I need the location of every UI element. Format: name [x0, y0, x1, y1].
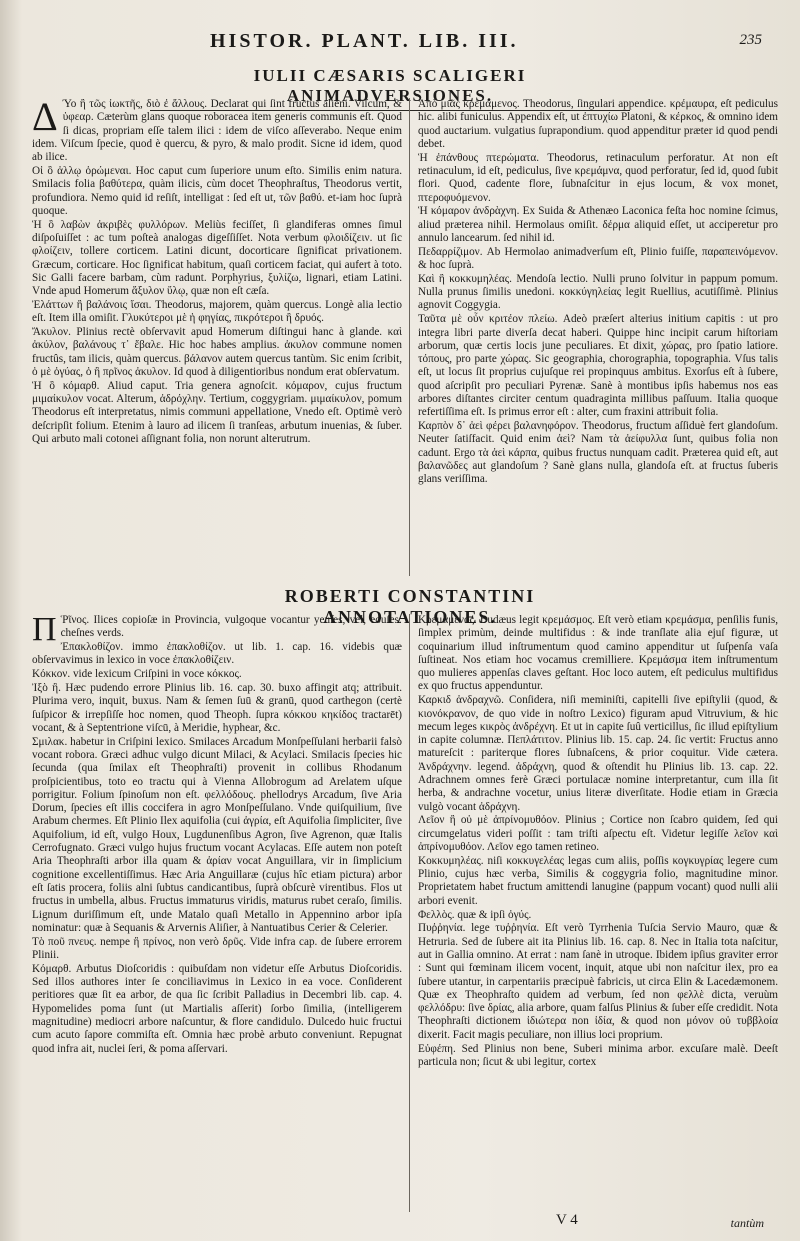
page-number: 235: [739, 32, 762, 48]
paragraph: Οἱ ὃ ἀλλῳ ὀρώμεναι. Hoc caput cum ſuperiore unum eſto. Similis enim natura. Smilacis folia βαθύτερα, quàm ilicis, cùm docet Theophraſtus, Theodorus vertit, profundiora. Nemo quid id reſiſt, intelligat : ſed eſt ut, τῶν βαθύ. et-iam hoc ſuprà quoque.: [32, 164, 402, 217]
paragraph: Σμιλακ. habetur in Criſpini lexico. Smilaces Arcadum Monſpeſſulani herbarii falsò vocant robora. Græci adhuc vulgo dicunt Milaci, & Acylaci. Smilacis ſpecies hic ſecunda (qua ſmilax eſt Theophraſti) provenit in collibus Rhodanum proſpicientibus, toto eo tractu qui à Vienna Allobrogum ad Arelatem uſque porrigitur. Folium ſpinoſum non eſt. φελλόδους. phellodrys Arcadum, ſive Aria Dorum, ſpecies eſt illis coccifera in agro Monſpeſſulano. Vnde quiſquilium, ſive Arabum chermes. Eſt Plinio Ilex aquifolia (cui ἀγρία, eſt Aquifolia ſimpliciter, ſive Aquifolium, id eſt, vulgo Houx, Lugdunenſibus Agron, ſive Agrenon, quæ Italis Cerrofugnato. Græci vulgo hujus fructum vocant Acylacas. Eſſe autem non poteſt Aria Theophraſti arbor illa quam & ἀρίαν vocat Anguillara, vir in ſimplicium cognitione excellentiſſimus. Hæc Aria Anguillaræ (cujus hîc etiam pictura) arbor eſt ſatis procera, foliis alni ſubtus candicantibus, ſuprà obſcurè virentibus. Flos ut fructus in umbella, albus. Fructus immaturus viridis, maturus rubet ceraſo, ſimilis. Lignum duriſſimum eſt, unde Matalo quaſi Metallo in Appennino arbor ipſa nominatur: quæ à Sequanis & Arvernis Aliſier, à Nantuatibus Cerier & Celerier.: [32, 735, 402, 934]
paragraph: Εὐφέπη. Sed Plinius non bene, Suberi minima arbor. excuſare malè. Deeſt particula non; ſicut & ubi legitur, cortex: [418, 1042, 778, 1068]
section-title-constantin: ROBERTI CONSTANTINI ANNOTATIONES.: [284, 586, 536, 627]
paragraph: Κρεμάμενος. Budæus legit κρεμάσμος. Eſt verò etiam κρεμάσμα, penſilis funis, ſimplex primùm, deinde multifidus : & inde tranſlate alia ejuſ figuræ, ut coquinarium illud inſtrumentum quod camino appenditur ut ſuſpenſa vaſa ſuſtineat. Nos etiam hoc vocamus cremilliere. Κρεμάσμα item inſtrumentum quo mulieres appenſas claves geſtant. Hoc loco autem, eſt pediculus multifidus ex quo fructus appenduntur.: [418, 614, 778, 693]
paragraph: Καρκιδ ἀνδραχνῶ. Conſidera, niſi meminiſti, capitelli ſive epiſtylii (quod, & κιονόκρανον, de quo vide in noſtro Lexico) figuram apud Vitruvium, & hic mecum leges κικρὸς ἀνδρέχνη. Et ut in capite ſuû verticillus, ſic illud epiſtylium in capite columnæ. Πεπλάτιτον. Plinius lib. 15. cap. 24. ſic vertit: Fructus anno matureſcit : pariterque flores ſubnaſcens, & prior coquitur. Vide cætera. Ἀνδράχνην. legend. ἀδράχνη, quod & oſtendit hu Plinius lib. 13. cap. 22. Adrachnem omnes ferè Græci portulacæ nomine interpretantur, cum illa ſit herba, & andrachne vocetur, unius literæ diverſitate. Hodie etiam in Græcia vulgò vocant ἀδράχνη.: [418, 694, 778, 813]
paragraph: Ἰξὸ ἢ. Hæc pudendo errore Plinius lib. 16. cap. 30. buxo affingit atq; attribuit. Plurima vero, inquit, buxus. Nam & ſemen ſuū & granū, quod carthegon (certè ſuſpicor & irrepſiſſe hoc nomen, quod Theoph. ſupra κόκκου κηκίδος tractarēt) vocant, & à Septentrione viſcū, à Meridie, hyphear, &c.: [32, 681, 402, 734]
paragraph: Κοκκυμηλέας. niſi κοκκυγελέας legas cum aliis, poſſis κογκυγρίας legere cum Plinio, cujus hæc verba, Similis & coggygria folio, magnitudine minor. Proprietatem habet fructum amittendi lanugine (pappum vocant) quod nulli alii arbori evenit.: [418, 854, 778, 907]
paragraph: Πυῤῥηνία. lege τυῤῥηνία. Eſt verò Tyrrhenia Tuſcia Servio Mauro, quæ & Hetruria. Sed de ſubere ait ita Plinius lib. 16. cap. 8. Nec in Italia tota naſcitur, aut in Gallia omnino. At errat : nam ſanè in utroque. Ibidem ipſius graviter error : Sunt qui fœminam ilicem vocent, inquit, atque ubi non naſcitur ilex, pro ea ſubere utantur, in carpentariis præcipuè fabricis, ut circa Elin & Lacedæmonem. Quæ ex Theophraſto quidem ad verbum, ſed non φελλὲ dicta, veruùm φελλόδρυ: ſive δρίας, alia arbore, quam falſus Plinius & ſuber eſſe credidit. Nota Theophraſti dictionem ἰδιώτερα non ἰδία, & quod non μόνον οὐ τυββλοία dixerit. Facit magis peculiare, non illius loci proprium.: [418, 922, 778, 1041]
paragraph: Κόμαρθ. Arbutus Dioſcoridis : quibuſdam non videtur eſſe Arbutus Dioſcoridis. Sed illos authores inter ſe conciliavimus in Lexico in ea voce. Conſiderent peritiores quæ ſit ea arbor, de qua ſic ſcribit Palladius in Decembri lib. cap. 4. Hypomelides poma ſunt (ut Martialis aſſerit) ſorbo ſimilia, (intelligerem magnitudine) mediocri arbore naſcuntur, & flore candidulo. Dulcedo huic fructui cum acuto ſapore commiſta eſt. Omnia hæc probè arbuto conveniunt. Repugnat quod infra ait, nuclei ſeri, & poma aſſervari.: [32, 962, 402, 1055]
scaliger-column-left: [32, 98, 402, 578]
paragraph: Καὶ ἢ κοκκυμηλέας. Mendoſa lectio. Nulli pruno ſolvitur in pappum pomum. Nulla prunus ſimilis unedoni. κοκκύγηλείας legit Ruellius, acutiſſimè. Plinius agnovit Coggygia.: [418, 272, 778, 312]
signature-mark: V 4: [556, 1212, 578, 1228]
section-title-scaliger: IULII CÆSARIS SCALIGERI ANIMADVERSIONES.: [150, 66, 630, 111]
paragraph: Τὸ ποῦ πνευς. nempe ἢ πρίνος, non verò δρῦς. Vide infra cap. de ſubere errorem Plinii.: [32, 935, 402, 961]
paragraph: Ἡ ἐπάνθους πτερώματα. Theodorus, retinaculum perforatur. At non eſt retinaculum, id eſt, pediculus, ſive κρεμάμνα, quod perforatur, ſed id, quod ſubit flori. Quod, cadente flore, ſubnaſcitur in ejus locum, & vox monet, πτεροφυόμενον.: [418, 151, 778, 204]
paragraph: Ἀπὸ μιᾶς κρεμάμενος. Theodorus, ſingulari appendice. κρέμαυρα, eſt pediculus hic. alibi funiculus. Appendix eſt, ut ἐπτυχίω Platoni, & κέρκος, & omnino idem quod auctarium. vulgatius ſuprapondium. quod appenditur præter id quod pendi debet.: [418, 98, 778, 150]
paragraph: Ῥῖνος. Ilices copioſæ in Provincia, vulgoque vocantur yeuſes, vel, eouſes: cheſnes verds.: [60, 614, 402, 640]
paragraph: Φελλὸς. quæ & ipſi ὀγύς.: [418, 908, 532, 921]
paragraph: Καρπὸν δ᾽ ἀεὶ φέρει βαλανηφόρον. Theodorus, fructum aſſiduè fert glandoſum. Neuter ſatiſfacit. Quid enim ἀεὶ? Nam τὰ ἀείφυλλα ſunt, quibus folia non cadunt. Ergo τὰ ἀεὶ κάρπα, quibus fructus nunquam cadit. Præterea quid eſt, aut βαλανῶδες aut glandoſum ? Sanè glans nulla, glandoſa eſt. at fructus ſuberis glans veriſſima.: [418, 420, 778, 486]
constantin-column-right: [418, 614, 778, 1214]
constantin-column-left: [32, 614, 402, 1214]
paragraph: Ἄκυλον. Plinius rectè obſervavit apud Homerum diſtingui hanc à glande. καὶ ἀκύλον, βαλάνους τ᾽ ἔβαλε. Hic hoc habes amplius. ἀκυλον commune nomen fructûs, tam ilicis, quàm quercus. βάλανον autem quercus tantùm. Sic enim ſcribit, ὁ μὲ ὀγύας, ὁ ἢ πρῖνος ἀκυλον. Id quod à diligentioribus nondum erat obſervatum.: [32, 326, 402, 378]
running-title: HISTOR. PLANT. LIB. III.: [210, 30, 519, 52]
paragraph: Ἡ ὃ κόμαρθ. Aliud caput. Tria genera agnoſcit. κόμαρον, cujus fructum μιμαίκυλον vocat. Alterum, ἀδρόχλην. Tertium, coggygriam. μιμαίκυλον, pomum Theodorus eſt interpretatus, nimis communi appellatione, Vnedo eſt. Optimè verò deſcripſit folium. Etenim à lauro ad ilicem ſi tranſeas, arbutum inuenias, & ſuber. Qui arbuto mali cotonei aſſignant folia, non norunt alterutrum.: [32, 379, 402, 445]
drop-cap-letter: Π: [32, 614, 57, 648]
paragraph: Πεδαρρίζιμον. Ab Hermolao animadverſum eſt, Plinio fuiſſe, παραπεινόμενον. & hoc ſuprà.: [418, 245, 778, 272]
paragraph: Ἐπακλοθίζον. immo ἐπακλοθίζον. ut lib. 1. cap. 16. videbis quæ obſervavimus in lexico in voce ἐπακλοθίζειν.: [32, 641, 402, 667]
drop-cap-letter: Δ: [32, 98, 58, 139]
paragraph: Ἐλάττων ἢ βαλάνοις ἴσαι. Theodorus, majorem, quàm quercus. Longè alia lectio eſt. Item illa omiſit. Γλυκύτεροι μὲ ἡ φηγίας, πικρότεροι ἢ δρυός.: [32, 298, 402, 325]
paragraph: Ταῦτα μὲ οὖν κριτέον πλείω. Adeò præſert alterius initium capitis : ut pro integra libri parte diverſa decat haberi. Quippe hinc incipit carum hiſtoriam arborum, quæ certis locis june peculiares. Et dixit, χώρας, pro ſpatio latiore. τόπους, pro parte χώρας. Sic geographia, chorographia, topographia. Vſus talis eſt, ut locus ſit proprius cujuſque rei propinquus ambitus. Exorſus eſt à ſubere, quod aſcripſit pro peculiari Pyrenæ. Sanè à montibus ipſis habemus nos eas arbores diſtantes circiter centum quadraginta millibus paſſuum. Italia quoque refertiſſima eſt. Is primus error eſt : alter, cum fraxini attribuit folia.: [418, 313, 778, 419]
paragraph: Ἡ κόμαρον ἀνδρὰχνη. Ex Suida & Athenæo Laconica feſta hoc nomine ſcimus, aliud præterea nihil. Hermolaus omiſit. δέρμα aliquid eſſet, ut acciperetur pro annulo lancearum. ſed nihil id.: [418, 205, 778, 244]
paragraph: Ἡ ὃ λαβὼν ἀκριβὲς φυλλόρων. Meliùs feciſſet, ſi glandiferas omnes ſimul diſpoſuiſſet : ac tum poſteà analogas digeſſiſſet. Nota verbum φλοιδίζειν. ut ſic φλοίζειν, tollere corticem. Latini dicunt, docorticare ſignificat privationem. Græcum, corticare. Hoc ſignificat habitum, quaſi corticem faciat, qui aufert à toto. Sic Galli facere barbam, cùm radunt. Porphyrius, ξυλίζω, lignari, etiam Latini. Vnde apud Homerum ἄξυλον ὕλῳ, quæ non eſt cæſa.: [32, 218, 402, 298]
paragraph: Ύο ἢ τῶς ἰωκτῆς, διὸ ἐ ἄλλους. Declarat qui ſint fructus alieni. Viſcum, & ὑφεαρ. Cæterùm glans quoque roboracea item generis communis eſt. Quod ſi dicas, propriam eſſe talem ilici : idem de viſco aſſeverabo. Neque enim idem. Viſcum ſpecie, quod è quercu, & pyro, & malo prodit. Sicne id idem, quod ab ilice.: [32, 98, 402, 164]
column-divider: [409, 98, 410, 576]
column-divider: [409, 614, 410, 1212]
catchword: tantùm: [730, 1216, 764, 1230]
running-head: [0, 30, 800, 56]
paragraph: Κόκκον. vide lexicum Criſpini in voce κόκκος.: [32, 668, 242, 681]
scaliger-column-right: [418, 98, 778, 578]
paragraph: Λεῖον ἢ οὐ μὲ ἀπρίνομυθόον. Plinius ; Cortice non ſcabro quidem, ſed qui circumgelatus videri poſſit : tam triſti aſpectu eſt. Videtur legiſſe λεῖον καὶ ἀπρίνομυθόον. Λεῖον ego tamen retineo.: [418, 814, 778, 854]
